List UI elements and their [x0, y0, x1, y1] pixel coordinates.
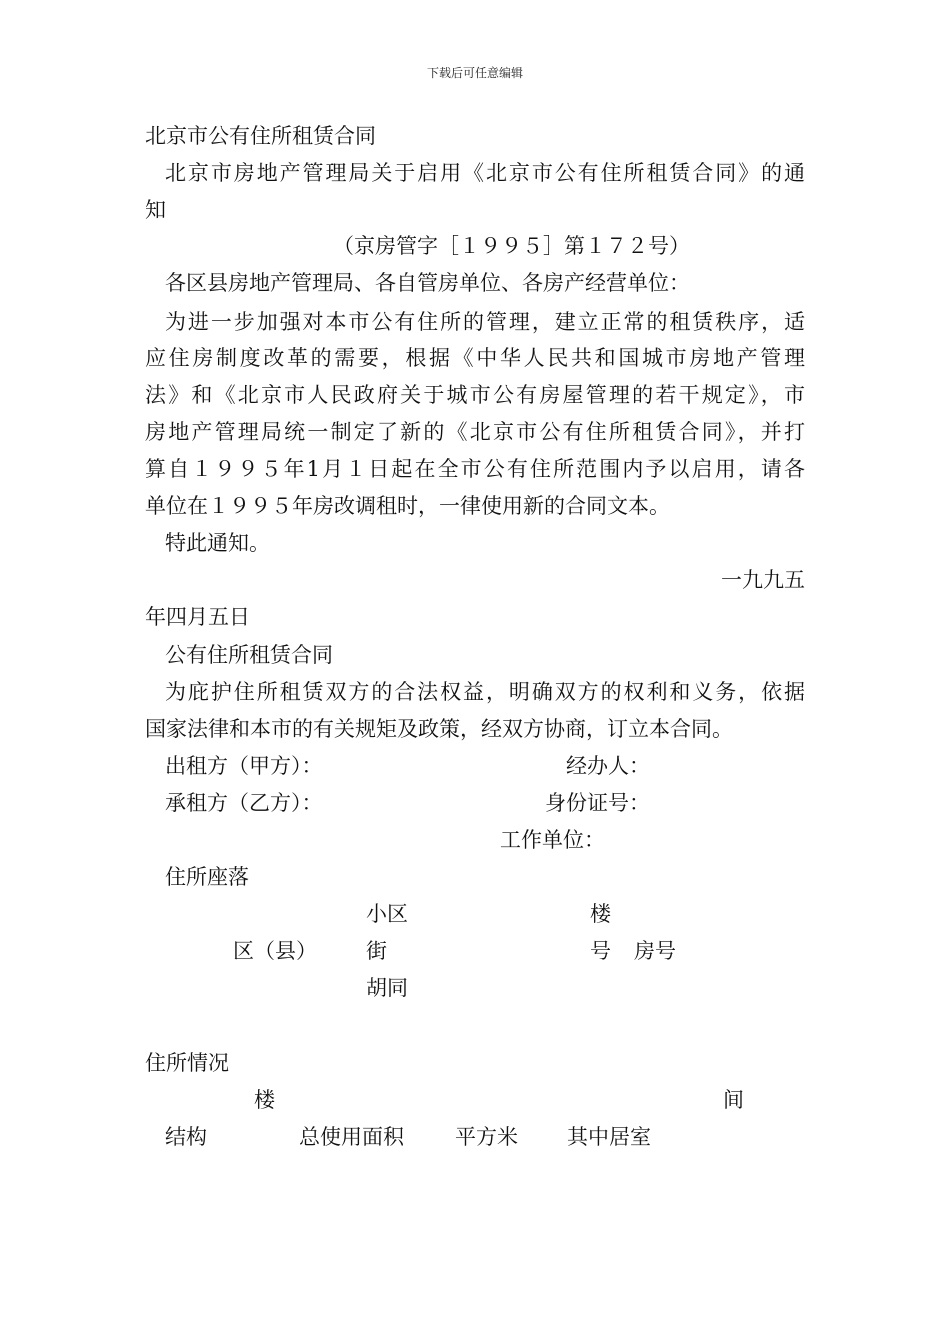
- housing-info-bedrooms: 其中居室: [567, 1125, 651, 1149]
- location-xiaoqu: 小区: [366, 902, 408, 926]
- contract-preamble-line: 国家法律和本市的有关规矩及政策，经双方协商，订立本合同。: [145, 717, 733, 741]
- notice-body-line: 算自１９９５年1月１日起在全市公有住所范围内予以启用，请各: [145, 457, 805, 481]
- document-title: 北京市公有住所租赁合同: [145, 124, 376, 148]
- location-building: 楼: [590, 902, 611, 926]
- contract-title: 公有住所租赁合同: [165, 643, 333, 667]
- notice-title-line-1: 北京市房地产管理局关于启用《北京市公有住所租赁合同》的通: [165, 161, 805, 185]
- notice-body-line: 房地产管理局统一制定了新的《北京市公有住所租赁合同》，并打: [145, 420, 805, 444]
- notice-body-line: 单位在１９９５年房改调租时，一律使用新的合同文本。: [145, 494, 670, 518]
- location-label: 住所座落: [165, 865, 249, 889]
- housing-info-square-meters: 平方米: [455, 1125, 518, 1149]
- date-line-2: 年四月五日: [145, 605, 250, 629]
- notice-body-line: 为进一步加强对本市公有住所的管理，建立正常的租赁秩序，适: [165, 310, 805, 334]
- workplace-label: 工作单位：: [500, 828, 605, 852]
- location-room-number: 房号: [634, 939, 676, 963]
- id-number-label: 身份证号：: [545, 791, 650, 815]
- page-header-note: 下载后可任意编辑: [426, 66, 523, 80]
- housing-info-total-area: 总使用面积: [299, 1125, 404, 1149]
- location-district: 区（县）: [233, 939, 317, 963]
- lessor-label: 出租方（甲方）：: [165, 754, 323, 778]
- housing-info-structure: 结构: [165, 1125, 207, 1149]
- housing-info-label: 住所情况: [145, 1051, 229, 1075]
- location-number: 号: [590, 939, 611, 963]
- lessee-label: 承租方（乙方）：: [165, 791, 323, 815]
- notice-title-line-2: 知: [145, 198, 166, 222]
- location-hutong: 胡同: [366, 976, 408, 1000]
- contract-preamble-line: 为庇护住所租赁双方的合法权益，明确双方的权利和义务，依据: [165, 680, 805, 704]
- notice-body-line: 应住房制度改革的需要，根据《中华人民共和国城市房地产管理: [145, 346, 805, 370]
- agent-label: 经办人：: [566, 754, 650, 778]
- housing-info-building: 楼: [254, 1088, 275, 1112]
- recipients: 各区县房地产管理局、各自管房单位、各房产经营单位：: [165, 271, 690, 295]
- notice-closing: 特此通知。: [165, 531, 270, 555]
- notice-body-line: 法》和《北京市人民政府关于城市公有房屋管理的若干规定》，市: [145, 383, 805, 407]
- location-street: 街: [366, 939, 387, 963]
- document-number: （京房管字［１９９５］第１７２号）: [333, 234, 690, 258]
- housing-info-rooms: 间: [723, 1088, 744, 1112]
- date-line-1: 一九九五: [721, 568, 805, 592]
